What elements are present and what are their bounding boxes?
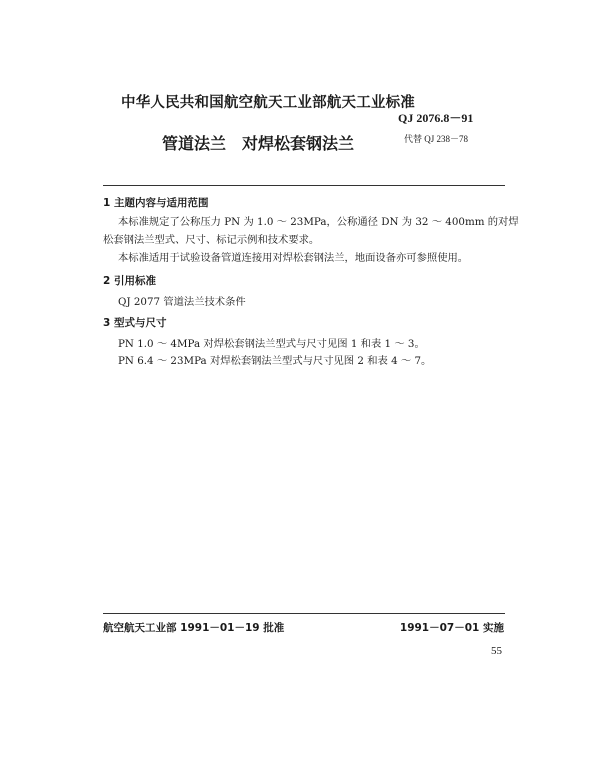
section-3-para: PN 6.4 ～ 23MPa 对焊松套钢法兰型式与尺寸见图 2 和表 4 ～ 7。 bbox=[118, 355, 432, 367]
standard-code: QJ 2076.8－91 bbox=[398, 111, 474, 125]
section-3-heading: 3 型式与尺寸 bbox=[103, 317, 167, 329]
section-1-heading: 1 主题内容与适用范围 bbox=[103, 197, 209, 209]
section-2-heading: 2 引用标准 bbox=[103, 275, 156, 287]
section-1-para: 松套钢法兰型式、尺寸、标记示例和技术要求。 bbox=[103, 234, 320, 246]
page-number: 55 bbox=[491, 645, 502, 657]
issuing-authority: 中华人民共和国航空航天工业部航天工业标准 bbox=[121, 95, 415, 111]
header-divider bbox=[103, 185, 505, 186]
replaces-note: 代替 QJ 238－78 bbox=[404, 134, 469, 144]
approval-date: 航空航天工业部 1991－01－19 批准 bbox=[103, 622, 285, 634]
section-1-para: 本标准适用于试验设备管道连接用对焊松套钢法兰，地面设备亦可参照使用。 bbox=[118, 252, 469, 264]
section-2-reference: QJ 2077 管道法兰技术条件 bbox=[118, 296, 246, 308]
section-1-para: 本标准规定了公称压力 PN 为 1.0 ～ 23MPa，公称通径 DN 为 32 ～ 400mm 的对焊 bbox=[118, 216, 519, 228]
effective-date: 1991－07－01 实施 bbox=[399, 622, 504, 634]
section-3-para: PN 1.0 ～ 4MPa 对焊松套钢法兰型式与尺寸见图 1 和表 1 ～ 3。 bbox=[118, 338, 425, 350]
document-title: 管道法兰 对焊松套钢法兰 bbox=[162, 134, 355, 153]
footer-divider bbox=[103, 613, 505, 614]
